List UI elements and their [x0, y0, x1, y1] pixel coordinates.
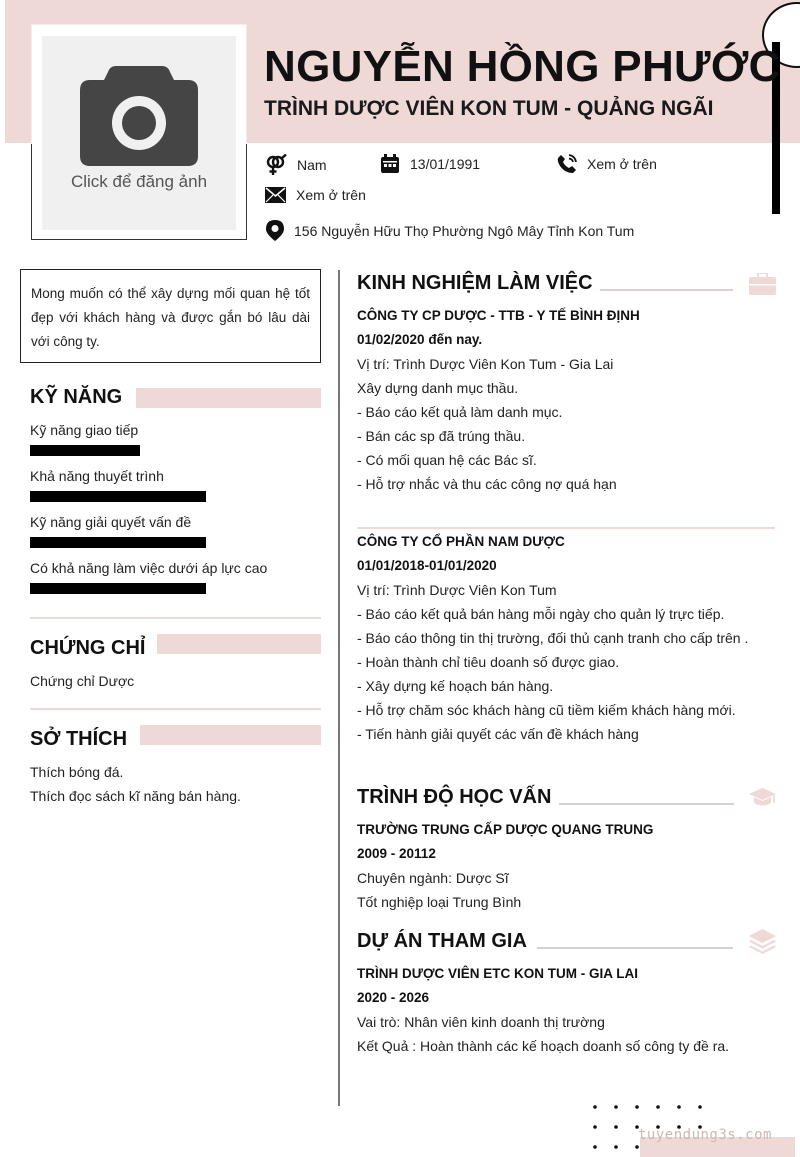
birthday-info: [380, 154, 480, 174]
layers-icon: [749, 929, 776, 955]
section-divider: [30, 708, 321, 710]
gender-value: Nam: [297, 157, 327, 173]
job-detail: Xây dựng danh mục thầu.: [357, 380, 519, 396]
project-period: 2020 - 2026: [357, 990, 430, 1005]
skill-label: Kỹ năng giao tiếp: [30, 422, 139, 438]
location-pin-icon: [266, 220, 284, 242]
skill-level-bar: [30, 491, 206, 502]
address-info: [266, 220, 634, 242]
hobby-item: Thích đọc sách kĩ năng bán hàng.: [30, 788, 241, 804]
job-detail: - Hỗ trợ chăm sóc khách hàng cũ tiềm kiếm khách hàng mới.: [357, 702, 736, 718]
briefcase-icon: [749, 273, 776, 295]
career-objective: Mong muốn có thể xây dựng mối quan hệ tốt đẹp với khách hàng và được gắn bó lâu dài với công ty.: [20, 269, 321, 363]
job-detail: Vị trí: Trình Dược Viên Kon Tum - Gia Lai: [357, 356, 614, 372]
project-result: Kết Quả : Hoàn thành các kế hoạch doanh số công ty đề ra.: [357, 1038, 730, 1054]
experience-title-rule: [600, 289, 733, 291]
job-company: CÔNG TY CP DƯỢC - TTB - Y TẾ BÌNH ĐỊNH: [357, 308, 640, 323]
skill-label: Có khả năng làm việc dưới áp lực cao: [30, 560, 268, 576]
job-detail: - Hoàn thành chỉ tiêu doanh số được giao.: [357, 654, 620, 670]
certificates-title-bar: [157, 634, 321, 654]
job-detail: - Bán các sp đã trúng thầu.: [357, 428, 526, 444]
job-detail: Vị trí: Trình Dược Viên Kon Tum: [357, 582, 557, 598]
candidate-name: NGUYỄN HỒNG PHƯỚC: [264, 42, 781, 91]
job-detail: - Hỗ trợ nhắc và thu các công nợ quá hạn: [357, 476, 617, 492]
calendar-icon: [380, 154, 400, 174]
projects-title: DỰ ÁN THAM GIA: [357, 930, 527, 952]
certificate-item: Chứng chỉ Dược: [30, 673, 135, 689]
hobby-item: Thích bóng đá.: [30, 764, 124, 780]
phone-info: [557, 154, 657, 174]
column-divider: [338, 270, 340, 1106]
address-value: 156 Nguyễn Hữu Thọ Phường Ngô Mây Tỉnh Kon Tum: [294, 223, 635, 239]
job-period: 01/01/2018-01/01/2020: [357, 558, 497, 573]
section-divider: [30, 617, 321, 619]
skill-label: Khả năng thuyết trình: [30, 468, 164, 484]
job-detail: - Có mối quan hệ các Bác sĩ.: [357, 452, 537, 468]
watermark: tuyendung3s.com: [638, 1127, 772, 1143]
education-title: TRÌNH ĐỘ HỌC VẤN: [357, 786, 552, 808]
skill-label: Kỹ năng giải quyết vấn đề: [30, 514, 192, 530]
email-info: [265, 187, 366, 203]
certificates-title: CHỨNG CHỈ: [30, 637, 146, 659]
job-detail: - Báo cáo thông tin thị trường, đối thủ cạnh tranh cho cấp trên .: [357, 630, 749, 646]
school-name: TRƯỜNG TRUNG CẤP DƯỢC QUANG TRUNG: [357, 822, 654, 837]
experience-title: KINH NGHIỆM LÀM VIỆC: [357, 272, 593, 294]
birthday-value: 13/01/1991: [410, 156, 481, 172]
job-divider: [357, 527, 775, 529]
hobbies-title-bar: [140, 725, 321, 745]
job-title: TRÌNH DƯỢC VIÊN KON TUM - QUẢNG NGÃI: [264, 97, 714, 120]
graduation-cap-icon: [749, 788, 776, 808]
phone-icon: [557, 154, 577, 174]
skill-level-bar: [30, 537, 206, 548]
job-detail: - Báo cáo kết quả làm danh mục.: [357, 404, 563, 420]
job-company: CÔNG TY CỔ PHẦN NAM DƯỢC: [357, 534, 565, 549]
hobbies-title: SỞ THÍCH: [30, 728, 128, 750]
job-period: 01/02/2020 đến nay.: [357, 332, 483, 347]
education-title-rule: [559, 803, 734, 805]
job-detail: - Xây dựng kế hoạch bán hàng.: [357, 678, 554, 694]
email-value: Xem ở trên: [296, 187, 366, 203]
camera-icon: [80, 66, 198, 166]
gender-info: [265, 154, 327, 176]
education-grade: Tốt nghiệp loại Trung Bình: [357, 894, 522, 910]
education-period: 2009 - 20112: [357, 846, 436, 861]
job-detail: - Tiến hành giải quyết các vấn đề khách hàng: [357, 726, 639, 742]
gender-icon: [265, 154, 287, 176]
photo-upload-label[interactable]: Click để đăng ảnh: [70, 172, 208, 191]
skill-level-bar: [30, 583, 206, 594]
job-detail: - Báo cáo kết quả bán hàng mỗi ngày cho quản lý trực tiếp.: [357, 606, 725, 622]
project-role: Vai trò: Nhân viên kinh doanh thị trường: [357, 1014, 605, 1030]
project-name: TRÌNH DƯỢC VIÊN ETC KON TUM - GIA LAI: [357, 966, 638, 981]
skills-title-bar: [136, 388, 321, 408]
skill-level-bar: [30, 445, 140, 456]
skills-title: KỸ NĂNG: [30, 386, 123, 408]
envelope-icon: [265, 187, 286, 203]
phone-value: Xem ở trên: [587, 156, 657, 172]
education-major: Chuyên ngành: Dược Sĩ: [357, 870, 509, 886]
projects-title-rule: [537, 947, 733, 949]
